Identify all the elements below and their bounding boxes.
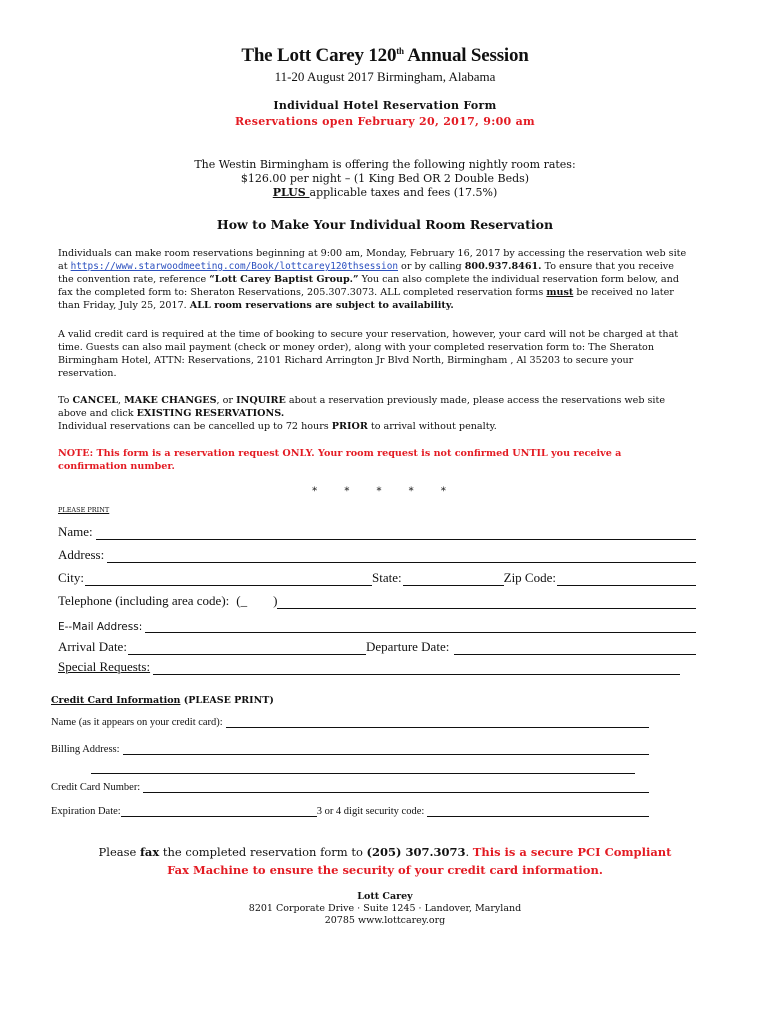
open-notice: Reservations open February 20, 2017, 9:00 am: [234, 115, 535, 128]
area-code-close: ): [273, 593, 278, 608]
pci-secure-notice: This is a secure PCI Compliant Fax Machine to ensure the security of your credit card information.: [167, 845, 672, 877]
please-print-label: PLEASE PRINT: [58, 506, 110, 514]
rates-line-3: [0, 186, 770, 200]
fax-word: fax: [139, 845, 160, 859]
group-reference: “Lott Carey Baptist Group.”: [209, 274, 359, 285]
title-text: The Lott Carey 120: [241, 45, 397, 66]
address-input-line[interactable]: [107, 550, 696, 563]
instructions-paragraph-1: Individuals can make room reservations beginning at 9:00 am, Monday, February 16, 2017 by accessing the reservation web site at https://www.starwoodmeeting.com/Book/lottcarey120thsession or by calling 800.937.8461. To ensure that you receive the convention rate, reference “Lott Carey Baptist Group.” You can also complete the individual reservation form below, and fax the completed form to: Sheraton Reservations, 205.307.3073. ALL completed reservation forms must be received no later than Friday, July 25, 2017. ALL room reservations are subject to availability.: [58, 248, 687, 311]
zip-label: Zip Code:: [503, 570, 556, 585]
security-code-label: 3 or 4 digit security code:: [316, 806, 425, 817]
arrival-input-line[interactable]: [128, 642, 366, 655]
billing-address-line-2[interactable]: [91, 762, 635, 774]
city-input-line[interactable]: [85, 573, 372, 586]
rates-line-2: $126.00 per night – (1 King Bed OR 2 Double Beds): [240, 172, 530, 185]
special-requests-label: Special Requests:: [58, 659, 151, 674]
card-number-input-line[interactable]: [143, 782, 649, 793]
special-requests-input-line[interactable]: [153, 662, 680, 675]
rates-line-1: The Westin Birmingham is offering the following nightly room rates:: [194, 158, 576, 171]
special-requests-field[interactable]: [58, 658, 680, 675]
footer: [0, 891, 770, 927]
cardholder-name-label: Name (as it appears on your credit card):: [51, 717, 223, 728]
credit-card-heading: [51, 695, 274, 706]
event-dates: 11-20 August 2017 Birmingham, Alabama: [274, 69, 496, 84]
telephone-label: Telephone (including area code):: [58, 593, 230, 608]
taxes-label: applicable taxes and fees (17.5%): [309, 186, 498, 199]
expiration-label: Expiration Date:: [51, 806, 121, 817]
billing-address-input-line[interactable]: [123, 744, 649, 755]
title-superscript: th: [396, 46, 404, 56]
section-divider: * * * * *: [312, 486, 458, 497]
telephone-field[interactable]: [58, 592, 696, 609]
credit-card-heading-note: (PLEASE PRINT): [180, 695, 274, 706]
email-label: E--Mail Address:: [58, 621, 143, 633]
title-text-end: Annual Session: [403, 45, 529, 66]
address-field[interactable]: [58, 546, 696, 563]
credit-card-heading-title: Credit Card Information: [51, 695, 181, 706]
name-input-line[interactable]: [96, 527, 696, 540]
footer-zip-website: 20785 www.lottcarey.org: [324, 915, 446, 926]
cardholder-name-input-line[interactable]: [226, 717, 649, 728]
reservation-link[interactable]: https://www.starwoodmeeting.com/Book/lottcarey120thsession: [70, 261, 398, 272]
confirmation-note: NOTE: This form is a reservation request ONLY. Your room request is not confirmed UNTIL you receive a confirmation number.: [58, 448, 622, 472]
howto-heading: How to Make Your Individual Room Reservation: [216, 217, 554, 232]
state-input-line[interactable]: [403, 573, 504, 586]
email-input-line[interactable]: [145, 620, 696, 633]
zip-input-line[interactable]: [557, 573, 696, 586]
telephone-input-line[interactable]: [277, 596, 696, 609]
arrival-label: Arrival Date:: [58, 639, 127, 654]
card-number-label: Credit Card Number:: [51, 782, 141, 793]
departure-input-line[interactable]: [454, 642, 696, 655]
city-label: City:: [58, 570, 85, 585]
form-title: Individual Hotel Reservation Form: [273, 99, 497, 112]
fax-number: (205) 307.3073: [366, 845, 466, 859]
phone-number: 800.937.8461.: [464, 261, 542, 272]
cardholder-name-field[interactable]: [51, 713, 649, 728]
footer-org-name: Lott Carey: [357, 891, 413, 902]
instructions-paragraph-3: To CANCEL, MAKE CHANGES, or INQUIRE about a reservation previously made, please access the reservations web site above and click EXISTING RESERVATIONS. Individual reservations can be cancelled up to 72 hours PRIOR to arrival without penalty.: [58, 395, 666, 432]
expiration-input-line[interactable]: [121, 806, 317, 817]
security-code-input-line[interactable]: [427, 806, 649, 817]
room-rates: [0, 158, 770, 200]
instructions-paragraph-2: A valid credit card is required at the time of booking to secure your reservation, however, your card will not be charged at that time. Guests can also mail payment (check or money order), along with your completed reservation form to: The Sheraton Birmingham Hotel, ATTN: Reservations, 2101 Richard Arrington Jr Blvd North, Birmingham , Al 35203 to secure your reservation.: [58, 329, 679, 379]
city-state-zip-row: [58, 569, 696, 586]
departure-label: Departure Date:: [365, 639, 450, 654]
expiration-security-row: [51, 802, 649, 817]
billing-address-label: Billing Address:: [51, 744, 120, 755]
plus-label: PLUS: [272, 186, 310, 199]
billing-address-field[interactable]: [51, 740, 649, 755]
area-code-open: (_: [236, 593, 248, 608]
name-field[interactable]: [58, 523, 696, 540]
email-field[interactable]: [58, 616, 696, 633]
dates-row: [58, 638, 696, 655]
state-label: State:: [372, 570, 402, 585]
footer-address: 8201 Corporate Drive · Suite 1245 · Landover, Maryland: [248, 903, 522, 914]
page-title: [0, 45, 770, 67]
address-label: Address:: [58, 547, 105, 562]
fax-notice: Please fax the completed reservation form to (205) 307.3073. This is a secure PCI Compliant Fax Machine to ensure the security of your credit card information.: [98, 845, 672, 877]
name-label: Name:: [58, 524, 93, 539]
card-number-field[interactable]: [51, 778, 649, 793]
